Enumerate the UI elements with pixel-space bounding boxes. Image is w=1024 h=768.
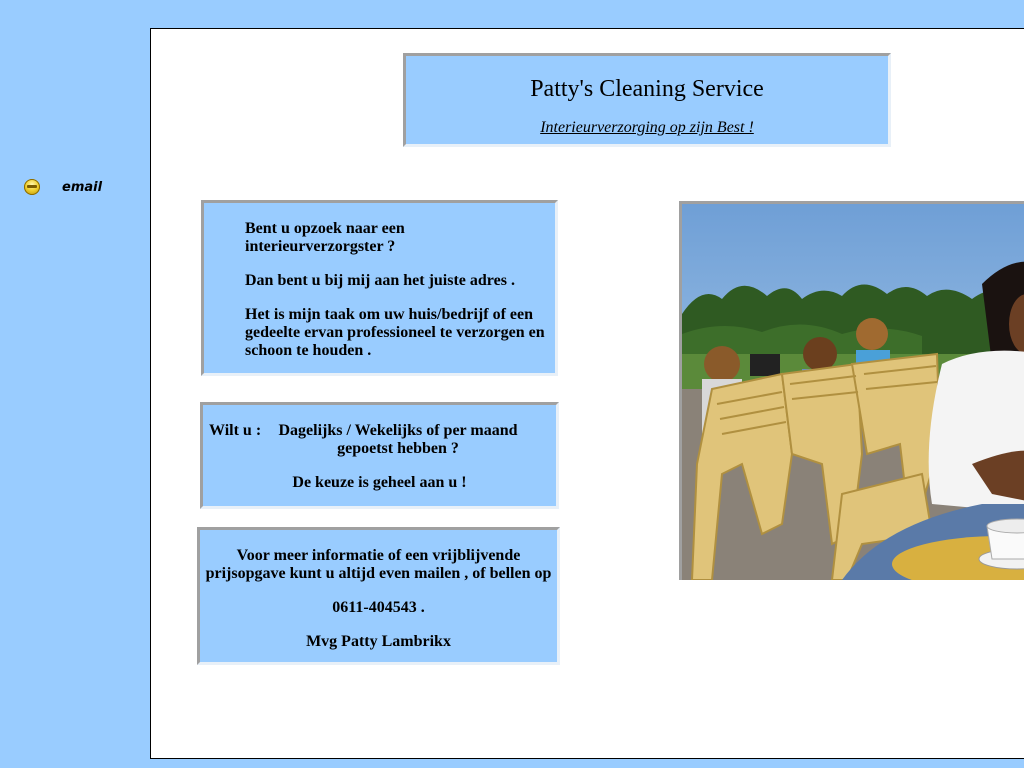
frequency-text: Dagelijks / Wekelijks of per maand gepoetst hebben ?: [278, 422, 518, 457]
contact-box: [197, 527, 560, 665]
phone-number: 0611-404543 .: [332, 599, 425, 616]
intro-answer: Dan bent u bij mij aan het juiste adres .: [245, 272, 515, 289]
intro-question: Bent u opzoek naar een interieurverzorgster ?: [245, 220, 405, 255]
email-link-label[interactable]: email: [62, 179, 103, 195]
bullet-icon: [24, 179, 40, 195]
page-title: Patty's Cleaning Service: [530, 76, 764, 102]
intro-box: [201, 200, 558, 376]
frequency-box: [200, 402, 559, 509]
contact-line-2: prijsopgave kunt u altijd even mailen , of bellen op: [205, 565, 552, 582]
intro-description: Het is mijn taak om uw huis/bedrijf of een gedeelte ervan professioneel te verzorgen en schoon te houden .: [245, 306, 545, 359]
photo: [679, 201, 1024, 580]
choice-text: De keuze is geheel aan u !: [292, 474, 467, 491]
terrace-photo: [682, 204, 1024, 580]
contact-line-1: Voor meer informatie of een vrijblijvende: [236, 547, 521, 564]
nav-email-link[interactable]: [24, 179, 102, 195]
header-box: [403, 53, 891, 147]
signature: Mvg Patty Lambrikx: [306, 633, 451, 650]
content-area: [150, 28, 1024, 759]
tagline-link[interactable]: Interieurverzorging op zijn Best !: [540, 119, 754, 136]
frequency-label: Wilt u :: [209, 422, 262, 439]
